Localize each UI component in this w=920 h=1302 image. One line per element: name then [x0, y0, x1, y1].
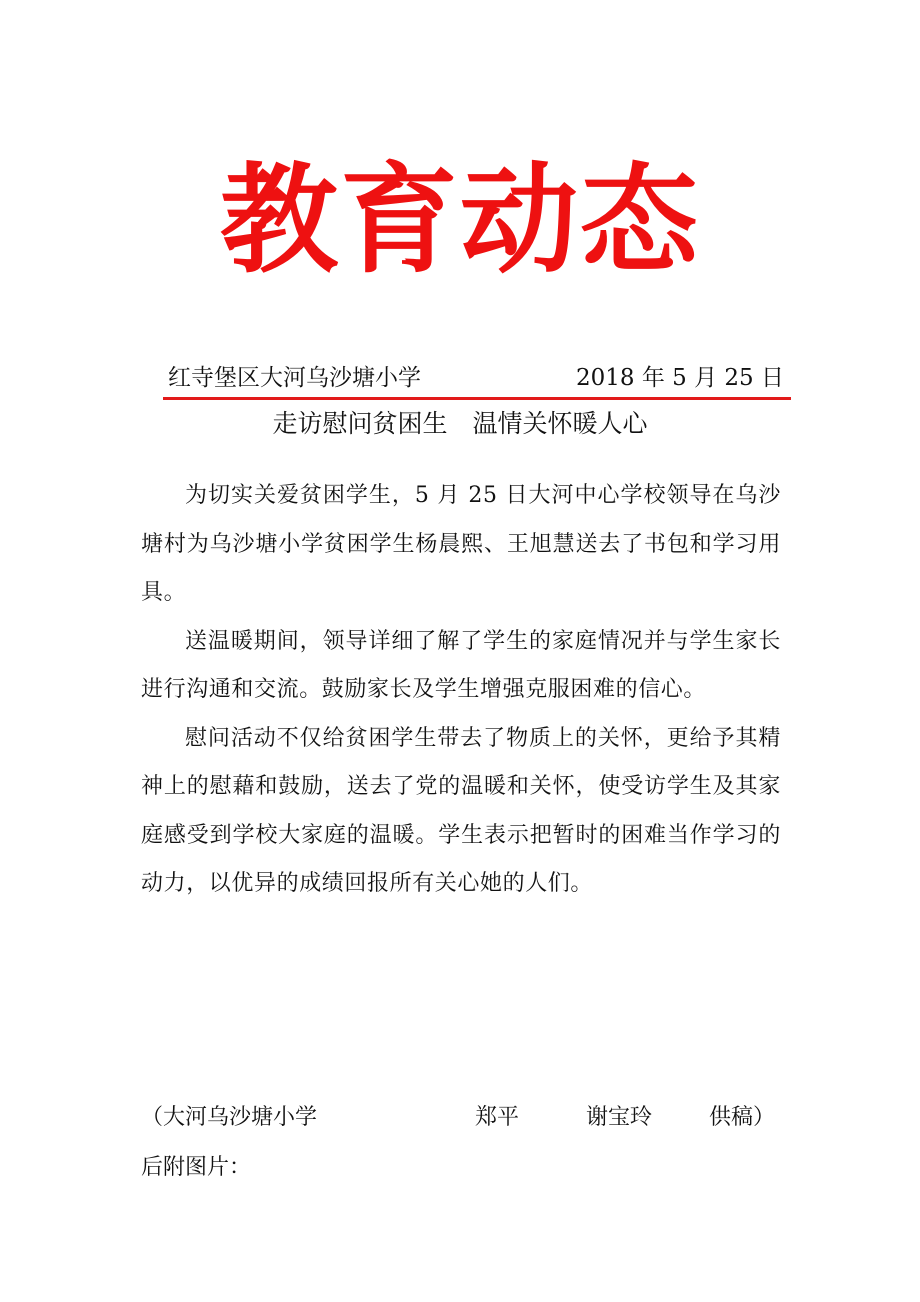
author-name-1: 郑平 — [475, 1105, 520, 1130]
article-body — [141, 472, 781, 909]
source-closing: 供稿） — [709, 1105, 776, 1130]
source-credit-line — [141, 1100, 781, 1136]
attachment-note: 后附图片： — [141, 1155, 252, 1180]
article-headline: 走访慰问贫困生 温情关怀暖人心 — [272, 409, 648, 438]
issue-date: 2018 年 5 月 25 日 — [576, 365, 784, 391]
masthead-title: 教育动态 — [219, 151, 700, 289]
header-divider — [163, 397, 791, 400]
author-name-2: 谢宝玲 — [586, 1105, 653, 1130]
article-paragraph-2: 送温暖期间，领导详细了解了学生的家庭情况并与学生家长进行沟通和交流。鼓励家长及学生增强克服困难的信心。 — [141, 628, 781, 702]
article-paragraph-1: 为切实关爱贫困学生，5 月 25 日大河中心学校领导在乌沙塘村为乌沙塘小学贫困学生杨晨熙、王旭慧送去了书包和学习用具。 — [141, 483, 781, 605]
source-organization: （大河乌沙塘小学 — [141, 1105, 318, 1130]
issuer-name: 红寺堡区大河乌沙塘小学 — [168, 365, 421, 391]
article-paragraph-3: 慰问活动不仅给贫困学生带去了物质上的关怀，更给予其精神上的慰藉和鼓励，送去了党的温暖和关怀，使受访学生及其家庭感受到学校大家庭的温暖。学生表示把暂时的困难当作学习的动力，以优异的成绩回报所有关心她的人们。 — [141, 725, 781, 896]
